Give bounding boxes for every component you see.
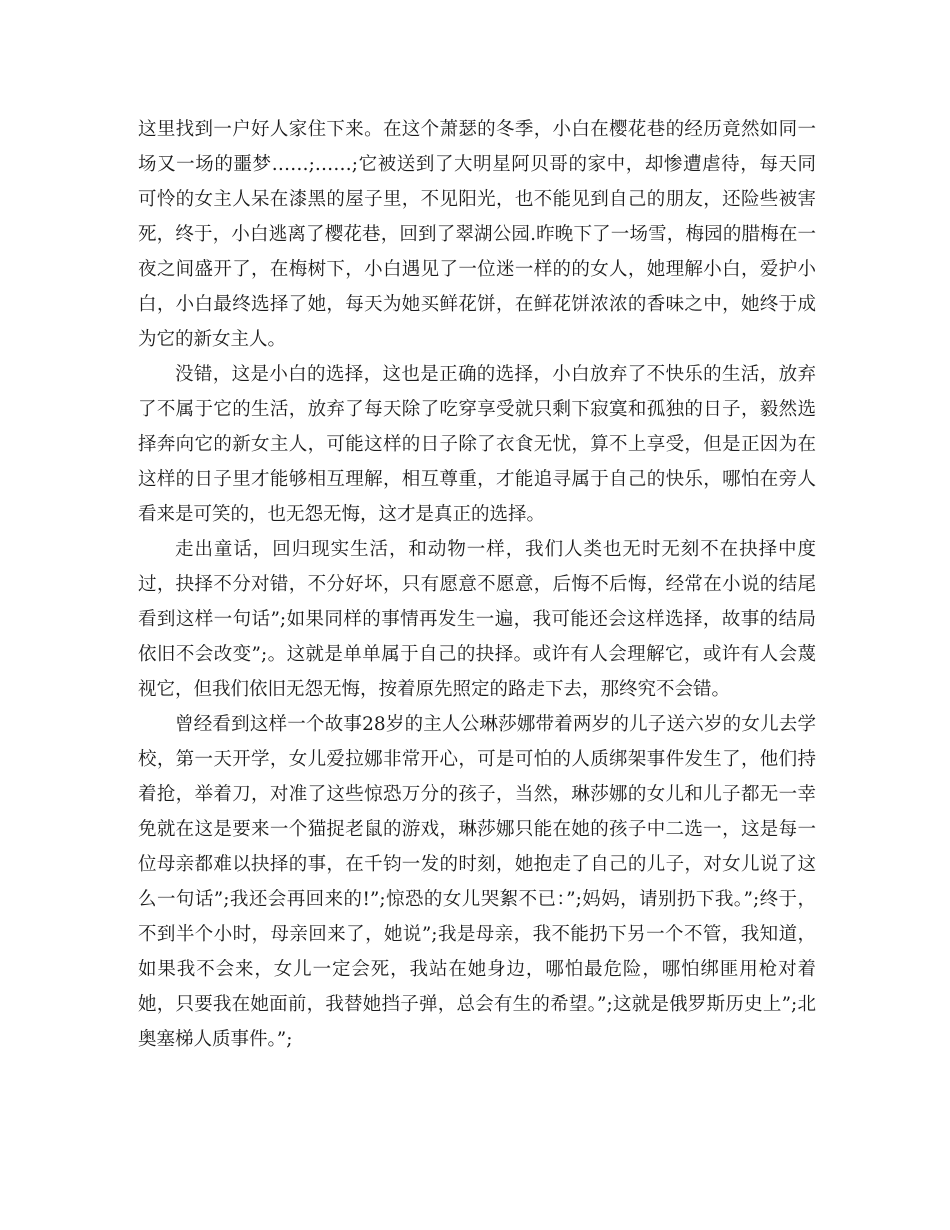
paragraph-3: 走出童话，回归现实生活，和动物一样，我们人类也无时无刻不在抉择中度过，抉择不分对错，不分好坏，只有愿意不愿意，后悔不后悔，经常在小说的结尾看到这样一句话”;如果同样的事情再发生一遍，我可能还会这样选择，故事的结局依旧不会改变”;。这就是单单属于自己的抉择。或许有人会理解它，或许有人会蔑视它，但我们依旧无怨无悔，按着原先照定的路走下去，那终究不会错。 <box>138 539 816 700</box>
document-body <box>138 112 816 1057</box>
paragraph-4: 曾经看到这样一个故事28岁的主人公琳莎娜带着两岁的儿子送六岁的女儿去学校，第一天开学，女儿爱拉娜非常开心，可是可怕的人质绑架事件发生了，他们持着抢，举着刀，对准了这些惊恐万分的孩子，当然，琳莎娜的女儿和儿子都无一幸免就在这是要来一个猫捉老鼠的游戏，琳莎娜只能在她的孩子中二选一，这是每一位母亲都难以抉择的事，在千钧一发的时刻，她抱走了自己的儿子，对女儿说了这么一句话”;我还会再回来的!”;惊恐的女儿哭絮不已：”;妈妈，请别扔下我。”;终于，不到半个小时，母亲回来了，她说”;我是母亲，我不能扔下另一个不管，我知道，如果我不会来，女儿一定会死，我站在她身边，哪怕最危险，哪怕绑匪用枪对着她，只要我在她面前，我替她挡子弹，总会有生的希望。”;这就是俄罗斯历史上”;北奥塞梯人质事件。”; <box>138 714 816 1050</box>
paragraph-2: 没错，这是小白的选择，这也是正确的选择，小白放弃了不快乐的生活，放弃了不属于它的生活，放弃了每天除了吃穿享受就只剩下寂寞和孤独的日子，毅然选择奔向它的新女主人，可能这样的日子除了衣食无忧，算不上享受，但是正因为在这样的日子里才能够相互理解，相互尊重，才能追寻属于自己的快乐，哪怕在旁人看来是可笑的，也无怨无悔，这才是真正的选择。 <box>138 364 816 525</box>
paragraph-1: 这里找到一户好人家住下来。在这个萧瑟的冬季，小白在樱花巷的经历竟然如同一场又一场的噩梦……;……;它被送到了大明星阿贝哥的家中，却惨遭虐待，每天同可怜的女主人呆在漆黑的屋子里，不见阳光，也不能见到自己的朋友，还险些被害死，终于，小白逃离了樱花巷，回到了翠湖公园.昨晚下了一场雪，梅园的腊梅在一夜之间盛开了，在梅树下，小白遇见了一位迷一样的的女人，她理解小白，爱护小白，小白最终选择了她，每天为她买鲜花饼，在鲜花饼浓浓的香味之中，她终于成为它的新女主人。 <box>138 119 816 350</box>
